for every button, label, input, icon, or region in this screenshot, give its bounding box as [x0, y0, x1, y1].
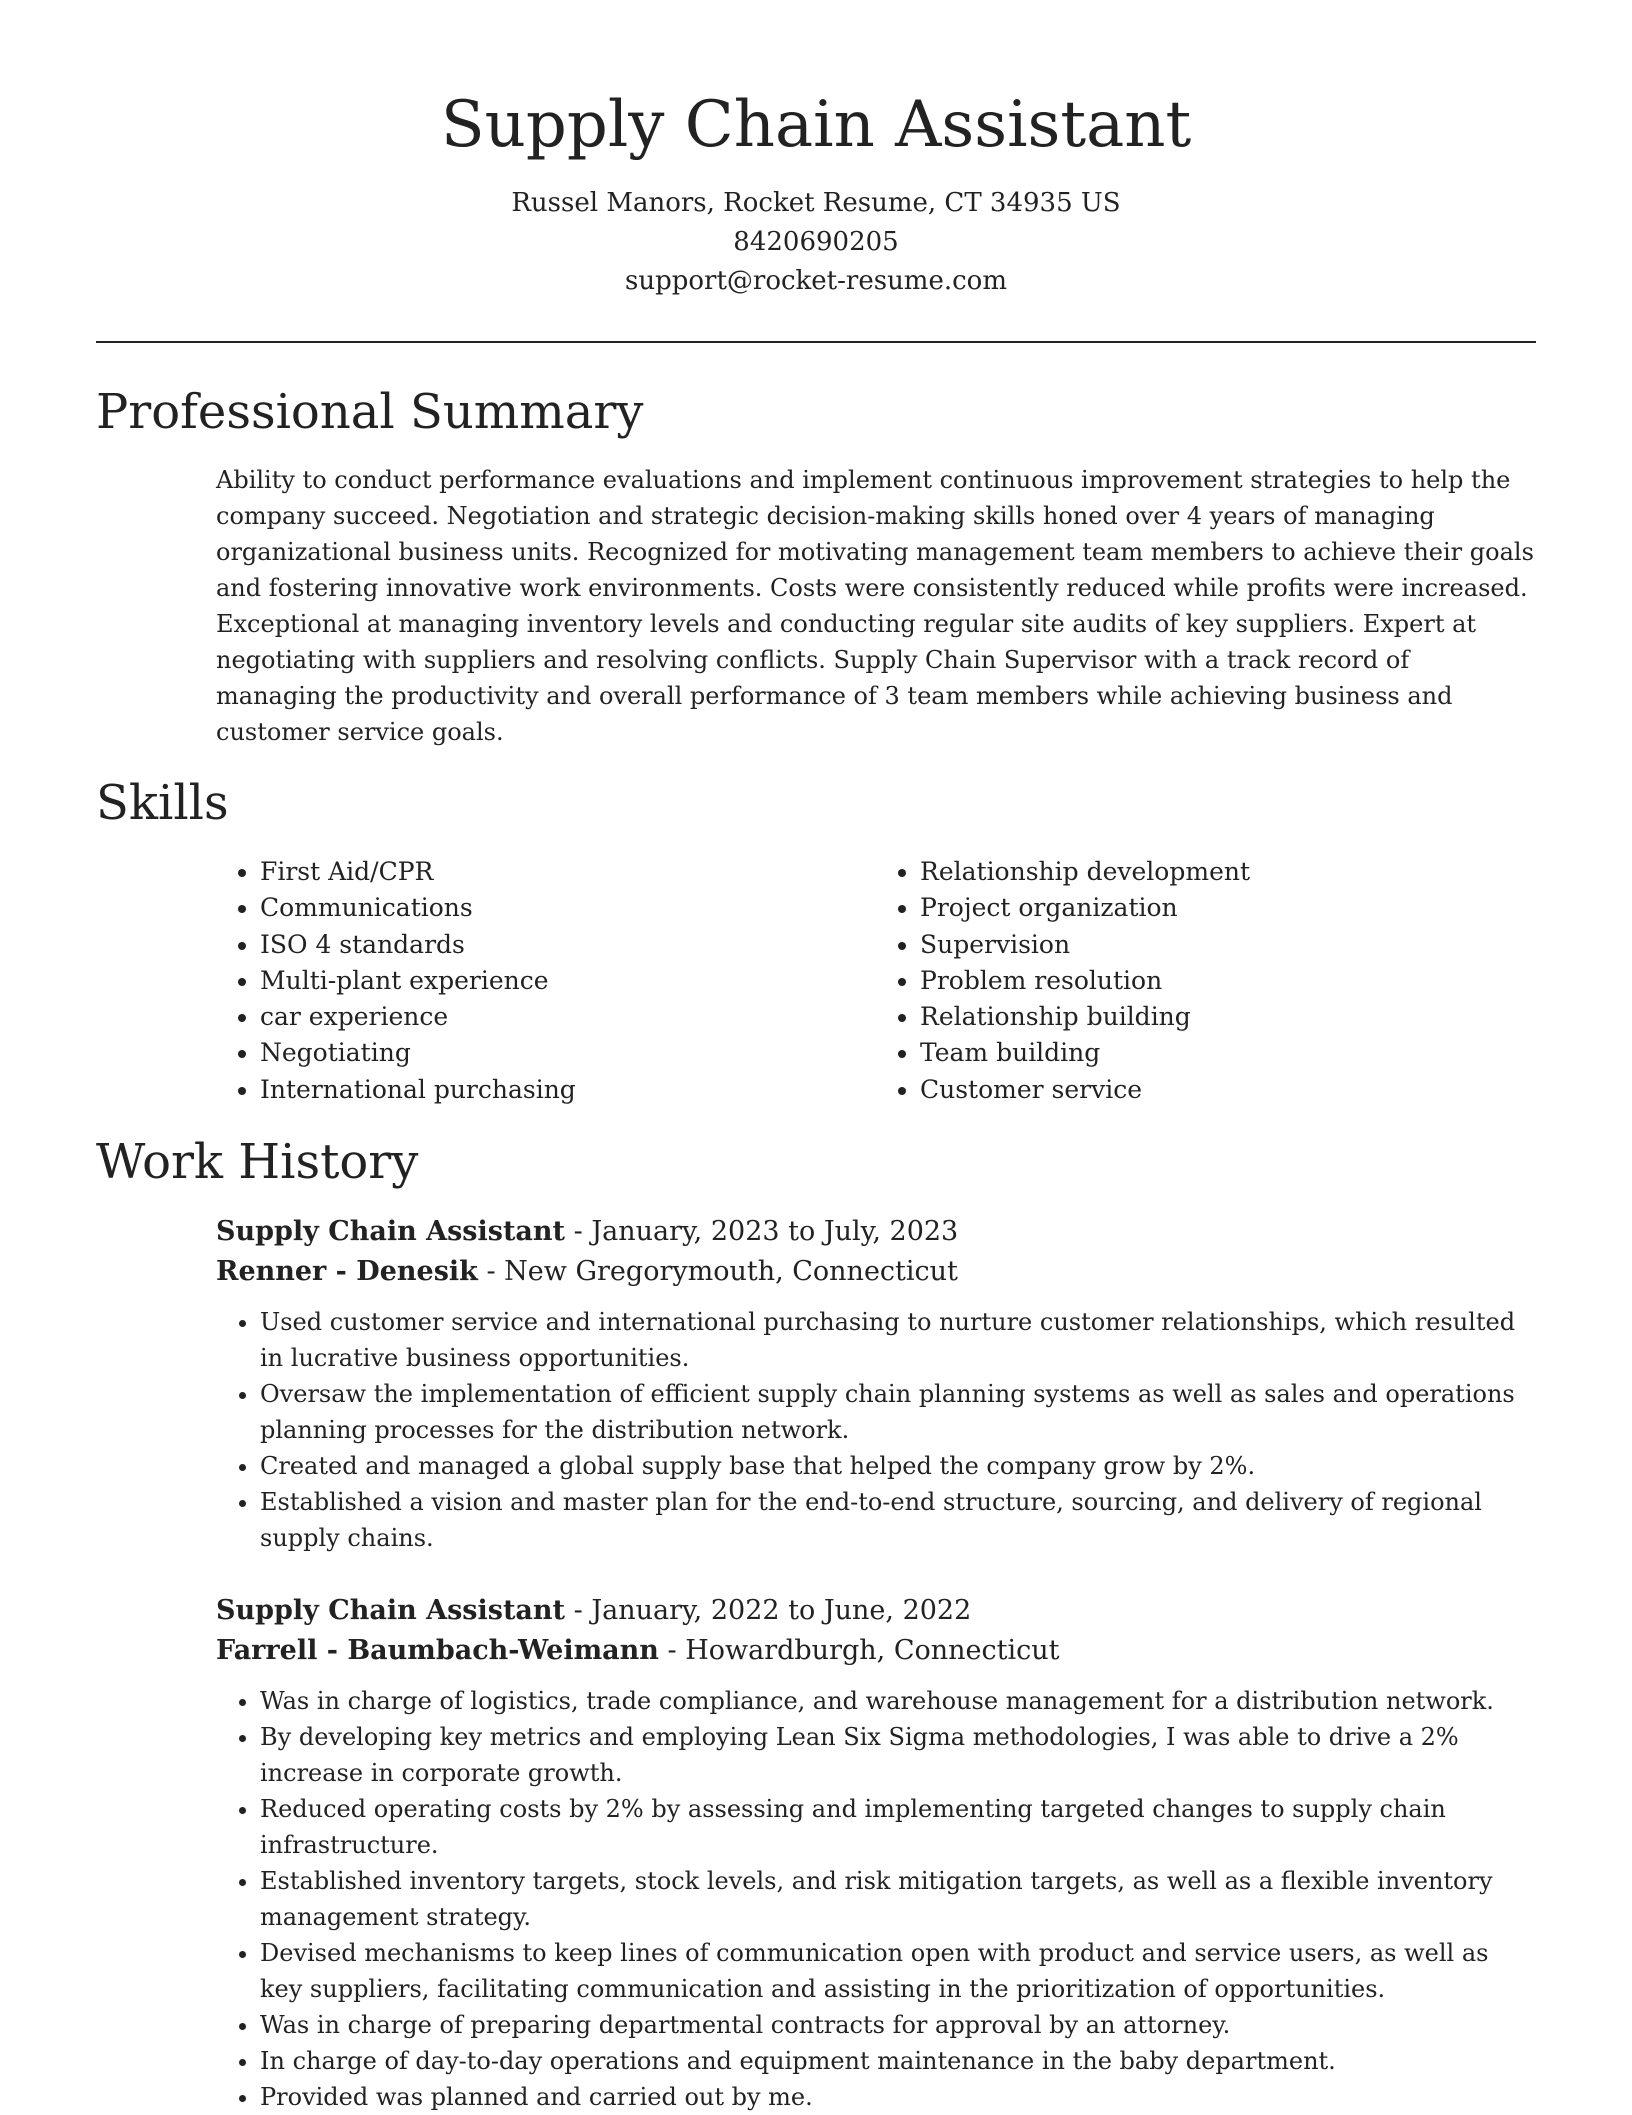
job-bullet: • In charge of day-to-day operations and equipment maintenance in the baby department. — [260, 2043, 1536, 2079]
job-entry — [216, 1591, 1536, 2115]
job-bullet: • Was in charge of logistics, trade compliance, and warehouse management for a distribution network. — [260, 1683, 1536, 1719]
job-bullet: • Reduced operating costs by 2% by assessing and implementing targeted changes to supply chain infrastructure. — [260, 1791, 1536, 1863]
job-bullet: • Used customer service and international purchasing to nurture customer relationships, which resulted in lucrative business opportunities. — [260, 1304, 1536, 1376]
skill-item: • Relationship building — [920, 999, 1536, 1035]
job-company: Farrell - Baumbach-Weimann — [216, 1635, 659, 1666]
skill-item: • Supervision — [920, 927, 1536, 963]
skill-item: • Project organization — [920, 890, 1536, 926]
summary-heading: Professional Summary — [96, 384, 644, 440]
job-title-line: Supply Chain Assistant - January, 2023 to July, 2023 — [216, 1216, 959, 1247]
job-bullet: • Was in charge of preparing departmental contracts for approval by an attorney. — [260, 2007, 1536, 2043]
phone: 8420690205 — [733, 227, 899, 257]
skills-column-right — [876, 854, 1536, 1108]
job-title: Supply Chain Assistant — [216, 1216, 566, 1247]
job-title: Supply Chain Assistant — [216, 1595, 566, 1626]
job-entry — [216, 1212, 1536, 1556]
skill-item: • First Aid/CPR — [260, 854, 876, 890]
job-bullets — [216, 1683, 1536, 2115]
summary-text: Ability to conduct performance evaluations and implement continuous improvement strategies to help the company succeed. Negotiation and strategic decision-making skills honed over 4 years of managing organizational business units. Recognized for motivating management team members to achieve their goals and fostering innovative work environments. Costs were consistently reduced while profits were increased. Exceptional at managing inventory levels and conducting regular site audits of key suppliers. Expert at negotiating with suppliers and resolving conflicts. Supply Chain Supervisor with a track record of managing the productivity and overall performance of 3 team members while achieving business and customer service goals. — [216, 466, 1534, 746]
address: Russel Manors, Rocket Resume, CT 34935 US — [511, 188, 1121, 218]
job-location: New Gregorymouth, Connecticut — [504, 1256, 958, 1287]
work-history-heading: Work History — [96, 1134, 419, 1190]
skill-item: • International purchasing — [260, 1072, 876, 1108]
skill-item: • Negotiating — [260, 1035, 876, 1071]
skills-list — [216, 854, 1536, 1108]
job-bullet: • Devised mechanisms to keep lines of communication open with product and service users, as well as key suppliers, facilitating communication and assisting in the prioritization of opportunities. — [260, 1935, 1536, 2007]
job-dates: January, 2023 to July, 2023 — [591, 1216, 959, 1247]
job-bullet: • Oversaw the implementation of efficient supply chain planning systems as well as sales and operations planning processes for the distribution network. — [260, 1376, 1536, 1448]
job-dates: January, 2022 to June, 2022 — [591, 1595, 972, 1626]
email: support@rocket-resume.com — [624, 266, 1007, 296]
contact-info — [96, 184, 1536, 301]
job-employer-line: Farrell - Baumbach-Weimann - Howardburgh, Connecticut — [216, 1635, 1060, 1666]
resume-header — [96, 78, 1536, 301]
job-bullet: • Created and managed a global supply base that helped the company grow by 2%. — [260, 1448, 1536, 1484]
skill-item: • Multi-plant experience — [260, 963, 876, 999]
skill-item: • Communications — [260, 890, 876, 926]
skill-item: • Team building — [920, 1035, 1536, 1071]
job-bullet: • Established inventory targets, stock levels, and risk mitigation targets, as well as a flexible inventory management strategy. — [260, 1863, 1536, 1935]
job-bullet: • Provided was planned and carried out by me. — [260, 2079, 1536, 2115]
job-bullets — [216, 1304, 1536, 1556]
skill-item: • Problem resolution — [920, 963, 1536, 999]
job-company: Renner - Denesik — [216, 1256, 478, 1287]
job-bullet: • By developing key metrics and employing Lean Six Sigma methodologies, I was able to drive a 2% increase in corporate growth. — [260, 1719, 1536, 1791]
job-bullet: • Established a vision and master plan for the end-to-end structure, sourcing, and delivery of regional supply chains. — [260, 1484, 1536, 1556]
skill-item: • car experience — [260, 999, 876, 1035]
job-title-line: Supply Chain Assistant - January, 2022 to June, 2022 — [216, 1595, 972, 1626]
skills-heading: Skills — [96, 775, 229, 831]
candidate-name: Supply Chain Assistant — [440, 88, 1192, 162]
skill-item: • ISO 4 standards — [260, 927, 876, 963]
skill-item: • Relationship development — [920, 854, 1536, 890]
header-divider — [96, 341, 1536, 343]
skills-column-left — [216, 854, 876, 1108]
job-employer-line: Renner - Denesik - New Gregorymouth, Connecticut — [216, 1256, 958, 1287]
job-location: Howardburgh, Connecticut — [685, 1635, 1060, 1666]
skill-item: • Customer service — [920, 1072, 1536, 1108]
